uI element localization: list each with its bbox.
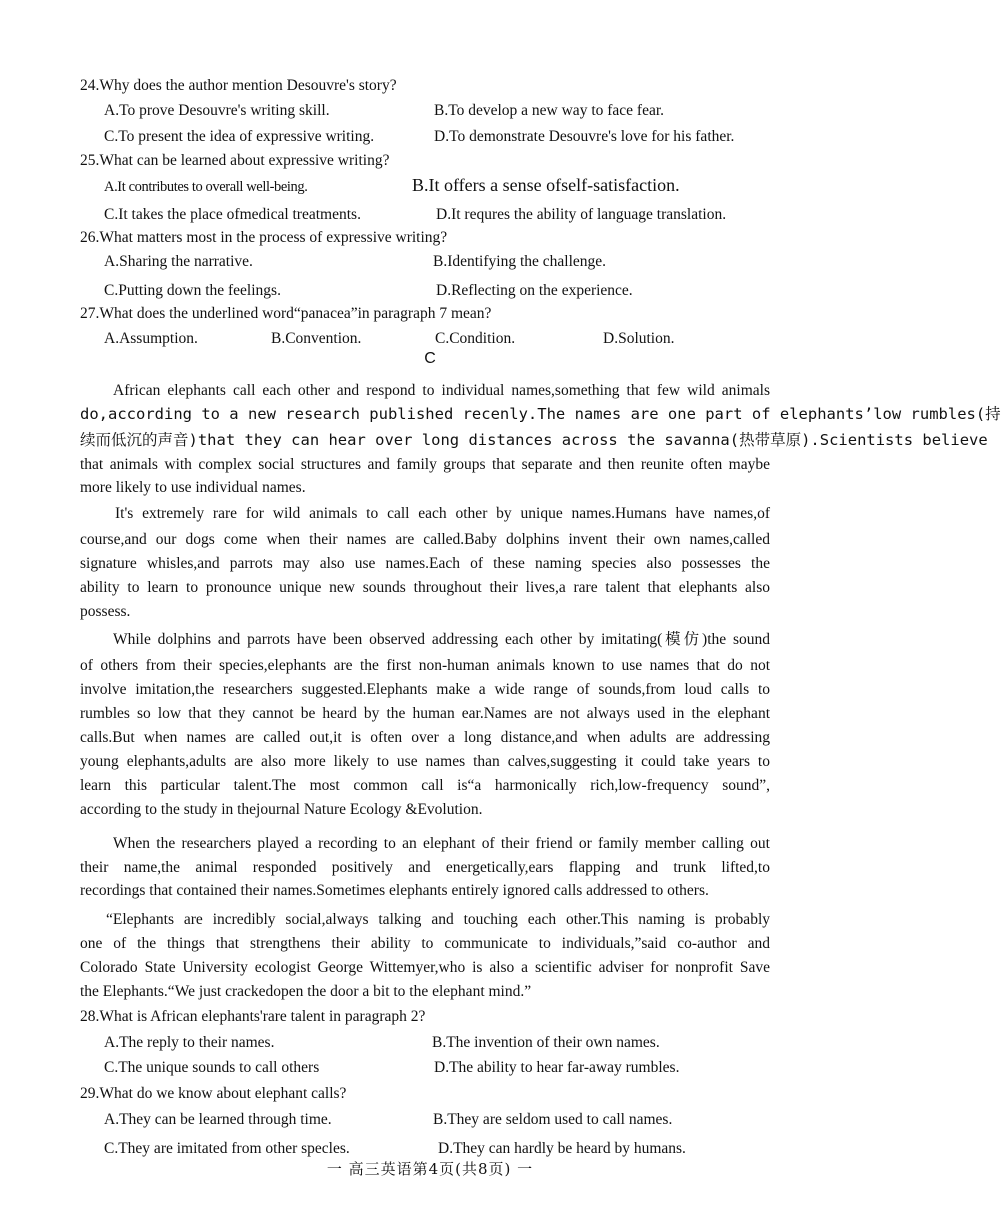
question-24-option-b: B.To develop a new way to face fear. [434, 102, 665, 119]
question-28-option-b: B.The invention of their own names. [432, 1034, 660, 1051]
passage-p3-line-3: involve imitation,the researchers suggested.Elephants make a wide range of sounds,from loud calls to [80, 681, 770, 698]
question-27-option-a: A.Assumption. [104, 330, 198, 347]
passage-p3-line-1: While dolphins and parrots have been observed addressing each other by imitating(模仿)the sound [113, 631, 770, 648]
passage-p4-line-1: When the researchers played a recording to an elephant of their friend or family member calling out [113, 835, 770, 852]
passage-p5-line-3: Colorado State University ecologist George Wittemyer,who is also a scientific adviser for nonprofit Save [80, 959, 770, 976]
passage-p1-line-4: that animals with complex social structures and family groups that separate and then reunite often maybe [80, 456, 770, 473]
question-27-option-b: B.Convention. [271, 330, 362, 347]
passage-p5-line-1: “Elephants are incredibly social,always talking and touching each other.This naming is probably [106, 911, 770, 928]
question-28-option-a: A.The reply to their names. [104, 1034, 275, 1051]
question-29-stem: 29.What do we know about elephant calls? [80, 1085, 347, 1102]
passage-p1-line-2: do,according to a new research published recenly.The names are one part of elephants’low rumbles(持 [80, 405, 1001, 423]
question-27-stem: 27.What does the underlined word“panacea”in paragraph 7 mean? [80, 305, 492, 322]
question-24-stem: 24.Why does the author mention Desouvre's story? [80, 77, 397, 94]
passage-p2-line-4: ability to learn to pronounce unique new sounds throughout their lives,a rare talent that elephants also [80, 579, 770, 596]
question-25-option-a: A.It contributes to overall well-being. [104, 179, 308, 195]
question-26-option-a: A.Sharing the narrative. [104, 253, 253, 270]
passage-p2-line-1: It's extremely rare for wild animals to call each other by unique names.Humans have names,of [115, 505, 770, 522]
question-25-option-b: B.It offers a sense ofself-satisfaction. [412, 175, 680, 195]
passage-p5-line-4: the Elephants.“We just crackedopen the door a bit to the elephant mind.” [80, 983, 532, 1000]
passage-p4-line-2: their name,the animal responded positively and energetically,ears flapping and trunk lifted,to [80, 859, 770, 876]
section-heading: C [424, 350, 436, 367]
question-26-option-b: B.Identifying the challenge. [433, 253, 607, 270]
question-29-option-b: B.They are seldom used to call names. [433, 1111, 673, 1128]
passage-p5-line-2: one of the things that strengthens their ability to communicate to individuals,”said co-author and [80, 935, 770, 952]
passage-p1-line-1: African elephants call each other and respond to individual names,something that few wild animals [113, 382, 770, 399]
question-26-option-c: C.Putting down the feelings. [104, 282, 281, 299]
passage-p3-line-2: of others from their species,elephants are the first non-human animals known to use names that do not [80, 657, 770, 674]
question-25-option-d: D.It requres the ability of language translation. [436, 206, 727, 223]
passage-p1-line-5: more likely to use individual names. [80, 479, 306, 496]
question-28-stem: 28.What is African elephants'rare talent in paragraph 2? [80, 1008, 426, 1025]
page-footer: 一 高三英语第4页(共8页) 一 [326, 1160, 534, 1178]
passage-p3-line-5: calls.But when names are called out,it is often over a long distance,and when adults are addressing [80, 729, 770, 746]
question-25-option-c: C.It takes the place ofmedical treatments. [104, 206, 361, 223]
question-26-option-d: D.Reflecting on the experience. [436, 282, 633, 299]
passage-p4-line-3: recordings that contained their names.Sometimes elephants entirely ignored calls addressed to others. [80, 882, 709, 899]
passage-p1-line-3: 续而低沉的声音)that they can hear over long distances across the savanna(热带草原).Scientists believe [80, 431, 988, 449]
question-26-stem: 26.What matters most in the process of expressive writing? [80, 229, 448, 246]
passage-p3-line-4: rumbles so low that they cannot be heard by the human ear.Names are not always used in the elephant [80, 705, 770, 722]
passage-p3-line-6: young elephants,adults are also more likely to use names than calves,suggesting it could take years to [80, 753, 770, 770]
passage-p2-line-5: possess. [80, 603, 131, 620]
question-25-stem: 25.What can be learned about expressive writing? [80, 152, 390, 169]
passage-p3-line-7: learn this particular talent.The most common call is“a harmonically rich,low-frequency sound”, [80, 777, 770, 794]
question-29-option-a: A.They can be learned through time. [104, 1111, 332, 1128]
passage-p2-line-2: course,and our dogs come when their names are called.Baby dolphins invent their own names,called [80, 531, 770, 548]
question-28-option-d: D.The ability to hear far-away rumbles. [434, 1059, 680, 1076]
question-27-option-c: C.Condition. [435, 330, 516, 347]
passage-p2-line-3: signature whisles,and parrots may also use names.Each of these naming species also possesses the [80, 555, 770, 572]
question-24-option-c: C.To present the idea of expressive writing. [104, 128, 375, 145]
question-24-option-d: D.To demonstrate Desouvre's love for his father. [434, 128, 735, 145]
question-24-option-a: A.To prove Desouvre's writing skill. [104, 102, 330, 119]
question-29-option-d: D.They can hardly be heard by humans. [438, 1140, 686, 1157]
question-27-option-d: D.Solution. [603, 330, 675, 347]
question-29-option-c: C.They are imitated from other specles. [104, 1140, 350, 1157]
question-28-option-c: C.The unique sounds to call others [104, 1059, 320, 1076]
passage-p3-line-8: according to the study in thejournal Nature Ecology &Evolution. [80, 801, 483, 818]
